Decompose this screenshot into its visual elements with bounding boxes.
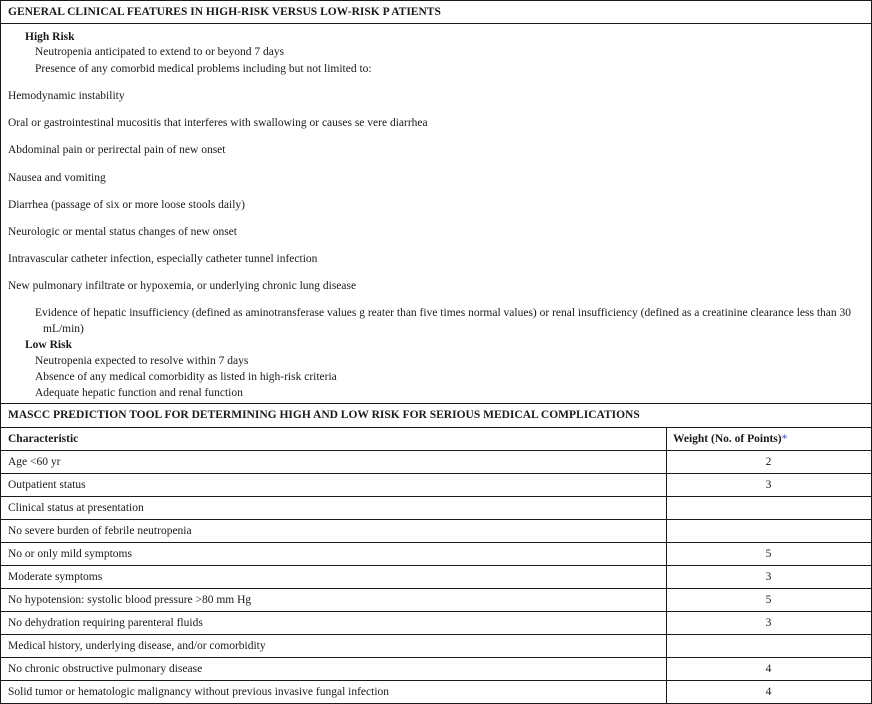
- row-points: [666, 497, 871, 519]
- footnote-marker: *: [781, 433, 788, 445]
- comorbidity-item: Nausea and vomiting: [8, 172, 106, 184]
- column-header-characteristic: Characteristic: [8, 433, 79, 445]
- comorbidity-item: Intravascular catheter infection, especially catheter tunnel infection: [8, 253, 318, 265]
- row-characteristic: Age <60 yr: [8, 456, 61, 468]
- row-characteristic: Medical history, underlying disease, and/or comorbidity: [8, 640, 266, 652]
- comorbidity-item: Oral or gastrointestinal mucositis that interferes with swallowing or causes se vere diarrhea: [8, 117, 428, 129]
- low-risk-heading: Low Risk: [25, 339, 72, 351]
- comorbidity-item: Abdominal pain or perirectal pain of new onset: [8, 144, 226, 156]
- row-points: [666, 520, 871, 542]
- high-risk-heading: High Risk: [25, 31, 75, 43]
- section-general-title: GENERAL CLINICAL FEATURES IN HIGH-RISK VERSUS LOW-RISK P ATIENTS: [8, 6, 441, 18]
- row-points: 3: [765, 617, 772, 629]
- divider: [1, 23, 871, 24]
- row-characteristic: No severe burden of febrile neutropenia: [8, 525, 192, 537]
- row-characteristic: No chronic obstructive pulmonary disease: [8, 663, 203, 675]
- section-mascc-title: MASCC PREDICTION TOOL FOR DETERMINING HIGH AND LOW RISK FOR SERIOUS MEDICAL COMPLICATIONS: [8, 409, 640, 421]
- comorbidity-item: Diarrhea (passage of six or more loose stools daily): [8, 199, 245, 211]
- row-points: 3: [765, 571, 772, 583]
- comorbidity-item: Neurologic or mental status changes of new onset: [8, 226, 237, 238]
- comorbidity-item: New pulmonary infiltrate or hypoxemia, or underlying chronic lung disease: [8, 280, 357, 292]
- row-characteristic: No dehydration requiring parenteral fluids: [8, 617, 203, 629]
- row-points: 4: [765, 663, 772, 675]
- comorbidity-item: Hemodynamic instability: [8, 90, 125, 102]
- hepatic-insufficiency-item: Evidence of hepatic insufficiency (defined as aminotransferase values g reater than five times normal values) or renal insufficiency (defined as a creatinine clearance less than 30 mL/min): [35, 307, 852, 335]
- row-points: [666, 635, 871, 657]
- low-risk-item: Absence of any medical comorbidity as listed in high-risk criteria: [35, 371, 337, 383]
- row-characteristic: No or only mild symptoms: [8, 548, 132, 560]
- row-characteristic: No hypotension: systolic blood pressure >80 mm Hg: [8, 594, 252, 606]
- row-points: 3: [765, 479, 772, 491]
- row-characteristic: Outpatient status: [8, 479, 86, 491]
- low-risk-item: Neutropenia expected to resolve within 7 days: [35, 355, 249, 367]
- high-risk-item: Neutropenia anticipated to extend to or beyond 7 days: [35, 46, 285, 58]
- low-risk-item: Adequate hepatic function and renal function: [35, 387, 243, 399]
- high-risk-item: Presence of any comorbid medical problems including but not limited to:: [35, 63, 372, 75]
- row-characteristic: Solid tumor or hematologic malignancy without previous invasive fungal infection: [8, 686, 390, 698]
- row-points: 5: [765, 594, 772, 606]
- row-characteristic: Moderate symptoms: [8, 571, 103, 583]
- row-points: 4: [765, 686, 772, 698]
- row-characteristic: Clinical status at presentation: [8, 502, 144, 514]
- row-points: 5: [765, 548, 772, 560]
- row-points: 2: [765, 456, 772, 468]
- column-header-weight: Weight (No. of Points)*: [673, 433, 788, 445]
